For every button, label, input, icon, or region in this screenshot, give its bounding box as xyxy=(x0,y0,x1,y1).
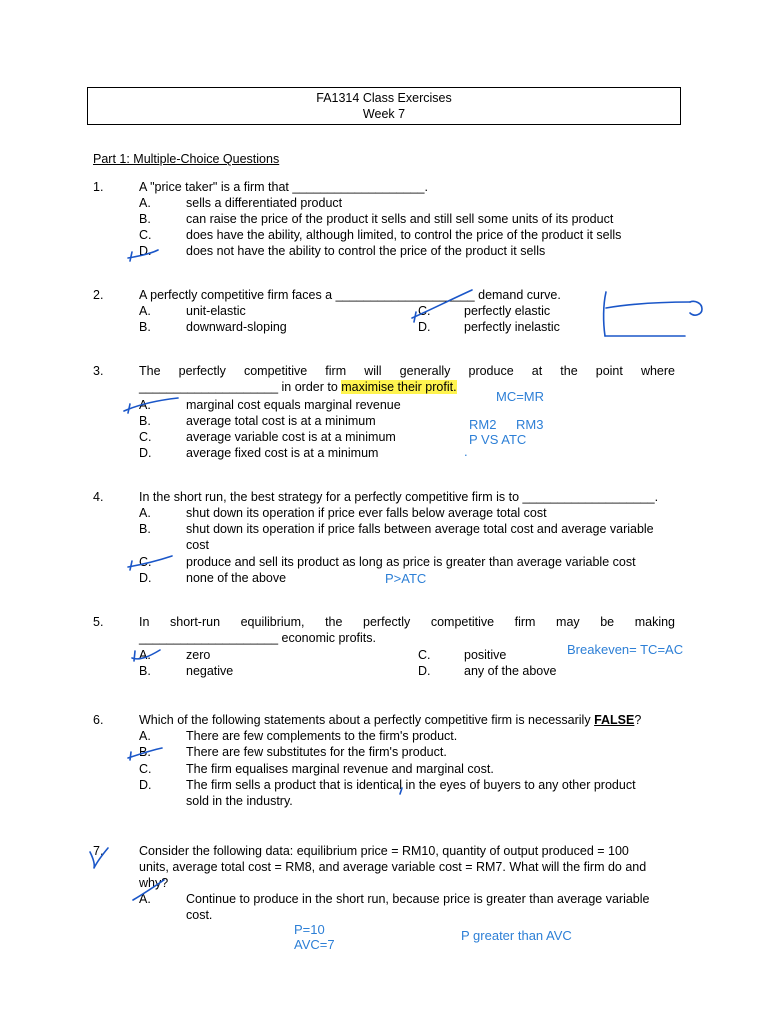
q5-option-letter: C. xyxy=(418,648,431,662)
tick-q3-a-hook xyxy=(128,404,130,413)
q3-option-letter: D. xyxy=(139,446,152,460)
q5-option-text: negative xyxy=(186,664,234,678)
q6-option-letter: B. xyxy=(139,745,151,759)
q2-number: 2. xyxy=(93,288,104,302)
q7-number: 7. xyxy=(93,844,104,858)
q6-option-text-cont: sold in the industry. xyxy=(186,794,293,808)
q6-option-text: The firm equalises marginal revenue and marginal cost. xyxy=(186,762,494,776)
q2-option-letter: B. xyxy=(139,320,151,334)
q3-number: 3. xyxy=(93,364,104,378)
q3-option-text: marginal cost equals marginal revenue xyxy=(186,398,401,412)
note-p10: P=10 xyxy=(294,922,325,937)
q5-number: 5. xyxy=(93,615,104,629)
q3-option-letter: B. xyxy=(139,414,151,428)
q1-option-text: can raise the price of the product it sells and still sell some units of its product xyxy=(186,212,614,226)
q1-option-text: does not have the ability to control the price of the product it sells xyxy=(186,244,546,258)
note-p-atc: P>ATC xyxy=(385,571,427,586)
q5-option-letter: D. xyxy=(418,664,431,678)
q2-option-letter: A. xyxy=(139,304,151,318)
q6-stem xyxy=(139,713,641,727)
q7-option-text: Continue to produce in the short run, because price is greater than average variable xyxy=(186,892,650,906)
q3-option-text: average fixed cost is at a minimum xyxy=(186,446,379,460)
q3-highlight: maximise their profit. xyxy=(341,380,457,394)
demand-sketch-top xyxy=(606,302,690,308)
q6-option-letter: D. xyxy=(139,778,152,792)
q5-option-letter: B. xyxy=(139,664,151,678)
q4-option-text: none of the above xyxy=(186,571,287,585)
q4-option-letter: A. xyxy=(139,506,151,520)
q1-option-letter: B. xyxy=(139,212,151,226)
q6-option-letter: A. xyxy=(139,729,151,743)
q2-option-text: perfectly elastic xyxy=(464,304,551,318)
note-rm2: RM2 xyxy=(469,417,497,432)
tick-q5-a-hook xyxy=(134,651,135,661)
demand-sketch-vertical xyxy=(604,292,606,336)
demand-sketch-loop xyxy=(690,301,702,315)
q3-stem-line1: The perfectly competitive firm will generally produce at the point where xyxy=(139,364,675,378)
q2-option-text: downward-sloping xyxy=(186,320,287,334)
q6-stem-text: Which of the following statements about a perfectly competitive firm is necessarily xyxy=(139,713,595,727)
q3-stem-line2 xyxy=(139,380,457,394)
note-rm3: RM3 xyxy=(516,417,544,432)
tick-q4-c-hook xyxy=(130,561,132,570)
note-mc-mr: MC=MR xyxy=(496,389,545,404)
q4-option-letter: D. xyxy=(139,571,152,585)
q6-option-text: The firm sells a product that is identical in the eyes of buyers to any other product xyxy=(186,778,636,792)
doc-title: FA1314 Class Exercises xyxy=(316,91,452,105)
q5-option-letter: A. xyxy=(139,648,151,662)
q6-number: 6. xyxy=(93,713,104,727)
q4-option-text: shut down its operation if price falls between average total cost and average variable xyxy=(186,522,654,536)
q6-option-letter: C. xyxy=(139,762,152,776)
q3-option-text: average total cost is at a minimum xyxy=(186,414,376,428)
q6-stem-qmark: ? xyxy=(634,713,642,727)
q2-option-text: unit-elastic xyxy=(186,304,246,318)
note-dot: . xyxy=(464,444,468,459)
q4-option-letter: B. xyxy=(139,522,151,536)
q5-stem-line2: ____________________ economic profits. xyxy=(139,631,376,645)
q7-option-letter: A. xyxy=(139,892,151,906)
q1-option-letter: C. xyxy=(139,228,152,242)
q3-option-letter: C. xyxy=(139,430,152,444)
q1-option-letter: D. xyxy=(139,244,152,258)
q1-stem: A "price taker" is a firm that ___________________. xyxy=(139,180,428,194)
note-p-greater: P greater than AVC xyxy=(461,928,572,943)
q7-stem-line3: why? xyxy=(139,876,169,890)
q7-stem-line1: Consider the following data: equilibrium price = RM10, quantity of output produced = 100 xyxy=(139,844,629,858)
q5-option-text: zero xyxy=(186,648,211,662)
doc-week: Week 7 xyxy=(362,107,406,121)
q6-option-text: There are few complements to the firm's product. xyxy=(186,729,458,743)
q1-number: 1. xyxy=(93,180,104,194)
q2-option-text: perfectly inelastic xyxy=(464,320,560,334)
q2-option-letter: C. xyxy=(418,304,431,318)
title-box xyxy=(87,87,681,125)
q1-option-text: does have the ability, although limited, to control the price of the product it sells xyxy=(186,228,622,242)
tick-q3-a xyxy=(124,398,178,411)
note-avc7: AVC=7 xyxy=(294,937,335,952)
q5-option-text: any of the above xyxy=(464,664,557,678)
q4-number: 4. xyxy=(93,490,104,504)
q4-option-text: shut down its operation if price ever falls below average total cost xyxy=(186,506,547,520)
q7-option-text-cont: cost. xyxy=(186,908,213,922)
q7-stem-line2: units, average total cost = RM8, and average variable cost = RM7. What will the firm do and xyxy=(139,860,647,874)
q1-option-letter: A. xyxy=(139,196,151,210)
part1-heading: Part 1: Multiple-Choice Questions xyxy=(93,152,280,166)
q6-option-text: There are few substitutes for the firm's product. xyxy=(186,745,447,759)
tick-q1-d-hook xyxy=(130,252,132,261)
note-breakeven: Breakeven= TC=AC xyxy=(567,642,684,657)
q5-stem-line1: In short-run equilibrium, the perfectly competitive firm may be making xyxy=(139,615,675,629)
tick-q2-c-hook xyxy=(414,312,416,322)
q3-option-text: average variable cost is at a minimum xyxy=(186,430,396,444)
q3-stem-blank: ____________________ in order to xyxy=(139,380,342,394)
q4-stem: In the short run, the best strategy for a perfectly competitive firm is to ___________________. xyxy=(139,490,659,504)
q6-stem-false: FALSE xyxy=(594,713,635,727)
note-p-vs-atc: P VS ATC xyxy=(469,432,527,447)
q1-option-text: sells a differentiated product xyxy=(186,196,343,210)
q3-option-letter: A. xyxy=(139,398,151,412)
q4-option-text-cont: cost xyxy=(186,538,209,552)
q2-stem: A perfectly competitive firm faces a ____________________ demand curve. xyxy=(139,288,561,302)
q4-option-text: produce and sell its product as long as price is greater than average variable cost xyxy=(186,555,636,569)
q5-option-text: positive xyxy=(464,648,507,662)
q2-option-letter: D. xyxy=(418,320,431,334)
q4-option-letter: C. xyxy=(139,555,152,569)
tick-q6-b-hook xyxy=(130,752,131,760)
